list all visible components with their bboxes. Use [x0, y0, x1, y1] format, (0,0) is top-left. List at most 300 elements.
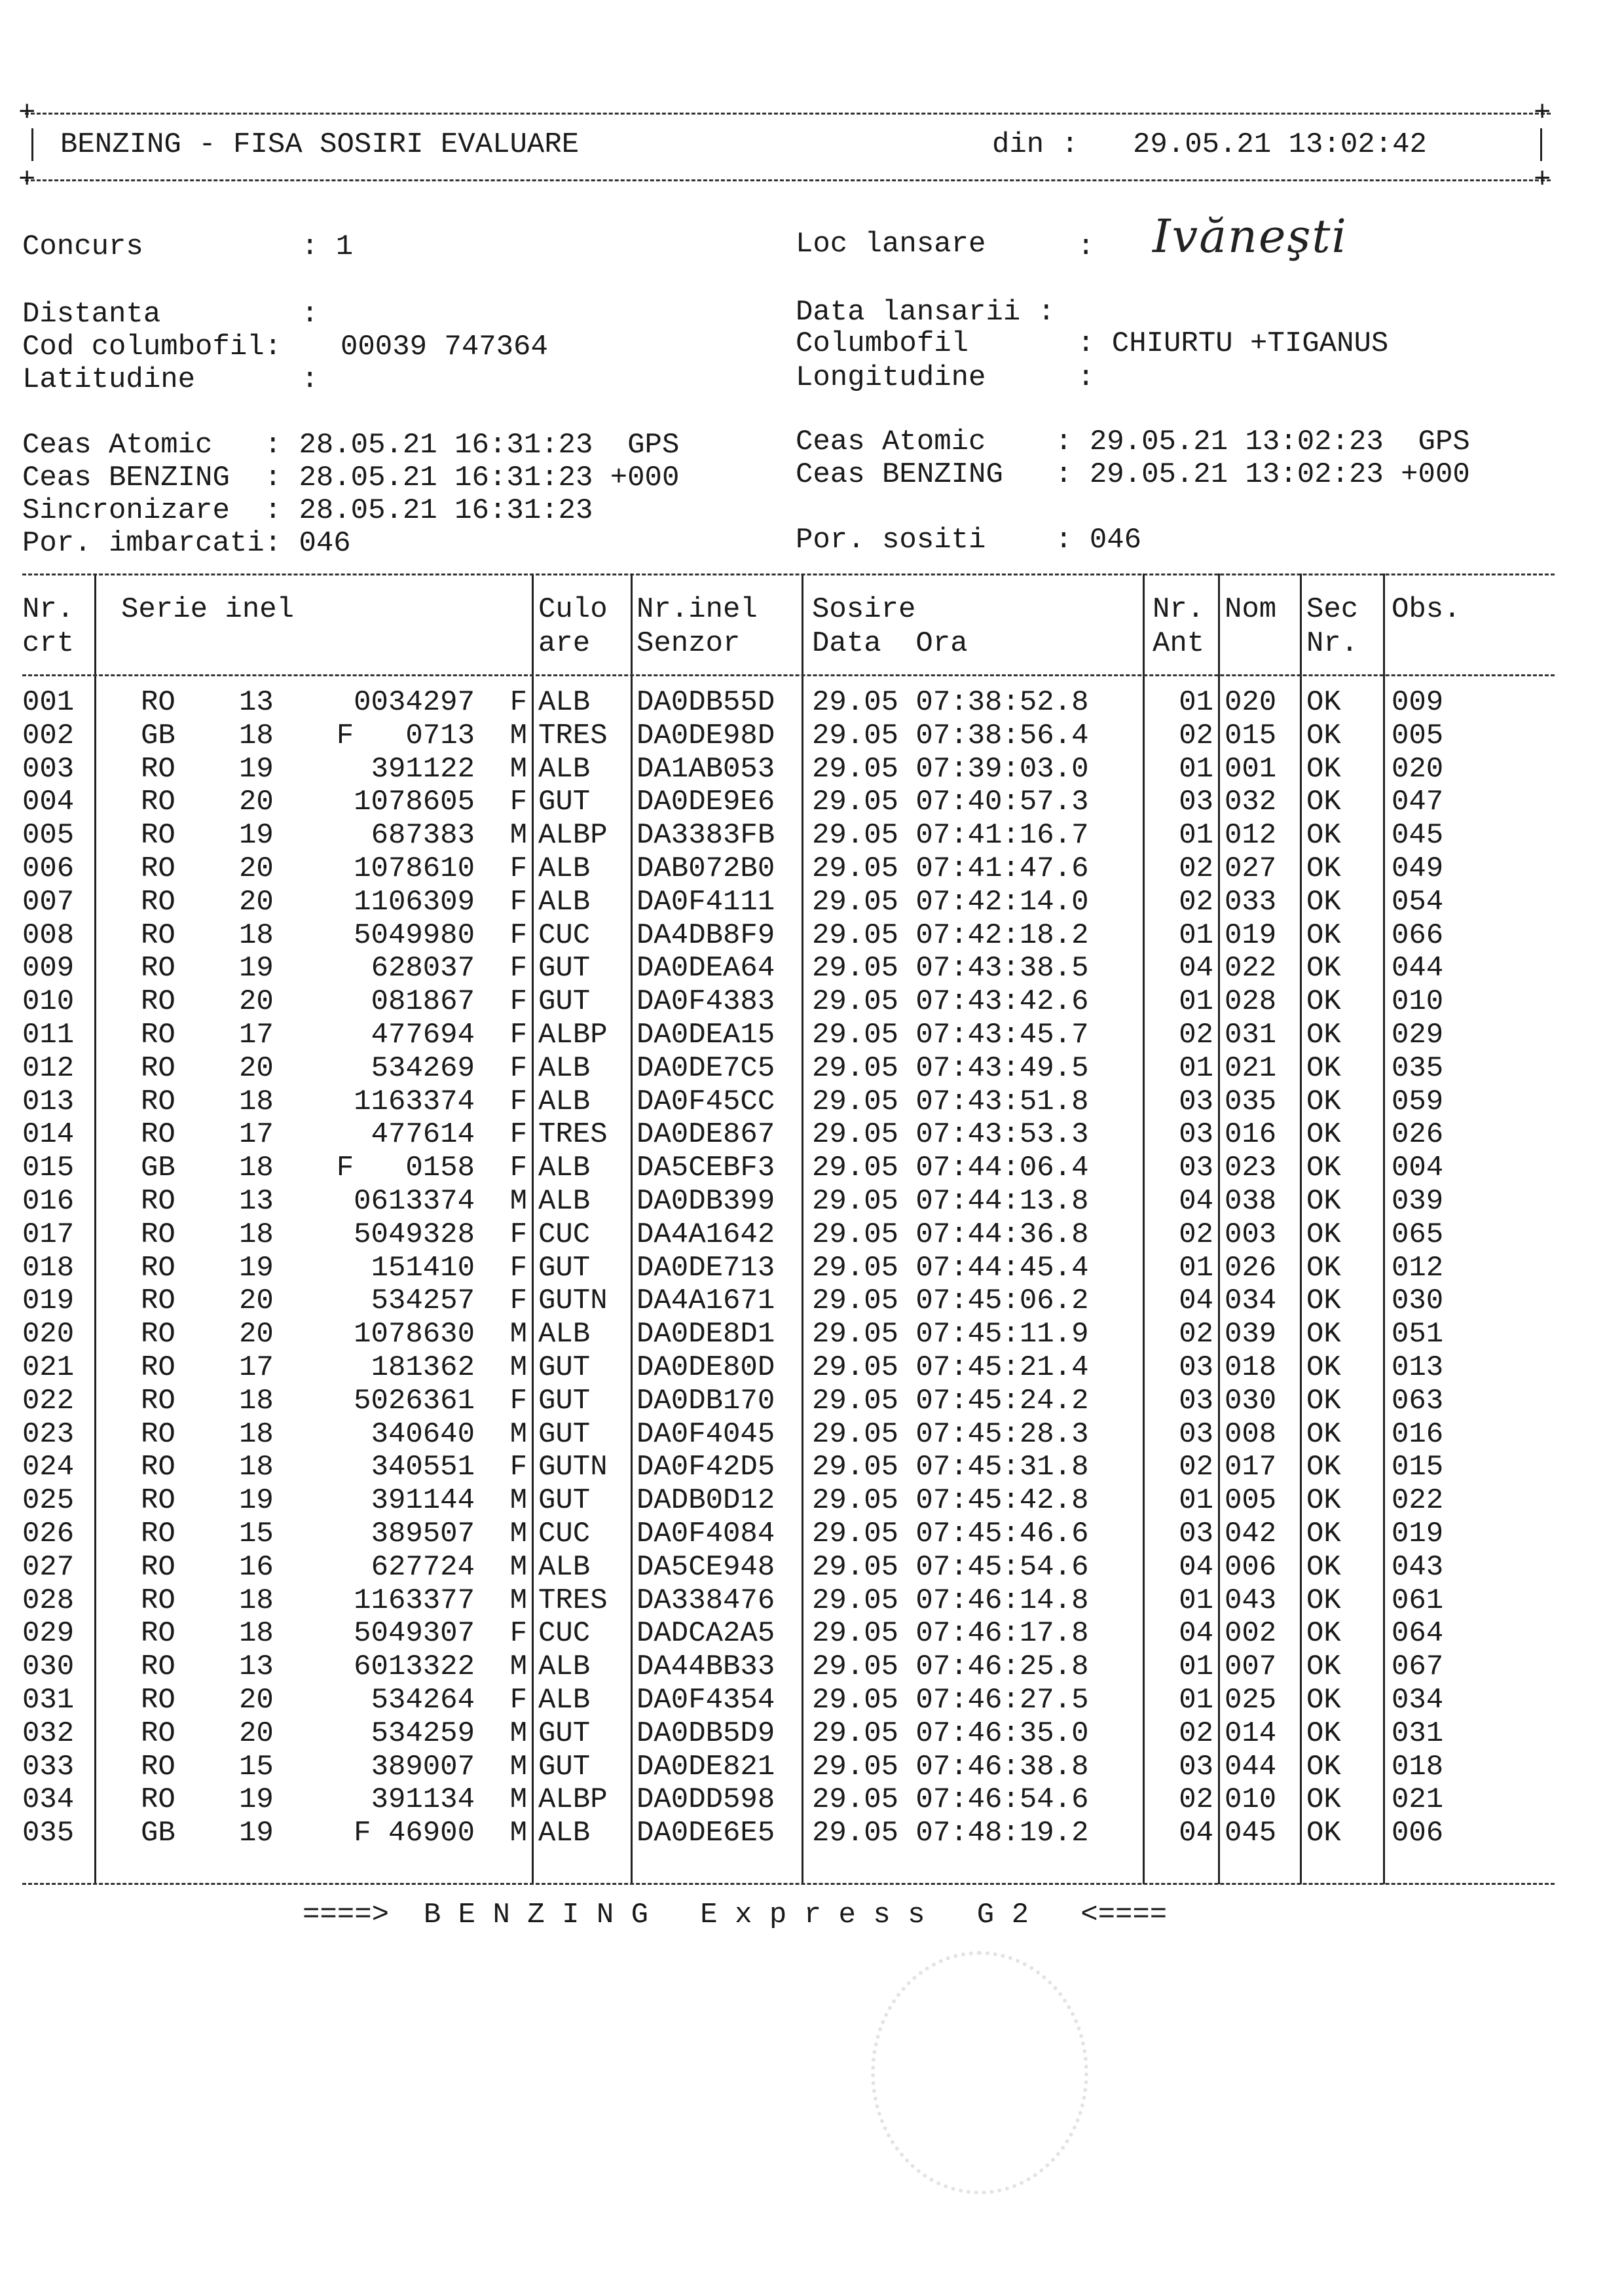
cell-antenna: 04 — [1179, 1617, 1213, 1650]
cell-obs: 065 — [1392, 1218, 1444, 1251]
cell-sec: OK — [1306, 1085, 1341, 1118]
cell-sex: M — [509, 1351, 527, 1384]
longitudine-value: : — [1077, 361, 1095, 394]
cell-ring: 477614 — [371, 1118, 475, 1152]
cell-sensor: DA0DE6E5 — [637, 1817, 775, 1850]
cell-sex: F — [509, 919, 527, 952]
cell-nom: 027 — [1225, 852, 1277, 885]
cell-sec: OK — [1306, 719, 1341, 752]
clock-line-left: Ceas Atomic : 28.05.21 16:31:23 GPS — [22, 429, 680, 462]
cell-sec: OK — [1306, 1550, 1341, 1584]
cell-antenna: 02 — [1179, 1218, 1213, 1251]
cod-columbofil-value: 00039 747364 — [341, 331, 548, 363]
cell-sex: F — [509, 1451, 527, 1484]
column-header-ant: Nr. — [1153, 593, 1205, 626]
cell-antenna: 03 — [1179, 1384, 1213, 1417]
cell-ring: 534257 — [371, 1285, 475, 1318]
header-right-border — [1540, 128, 1542, 161]
cell-nom: 003 — [1225, 1218, 1277, 1251]
cell-sensor: DA0DE821 — [637, 1750, 775, 1783]
cell-antenna: 01 — [1179, 1684, 1213, 1717]
cell-year: 19 — [239, 752, 274, 786]
cell-nr-crt: 001 — [22, 686, 75, 719]
table-header-rule — [22, 674, 1555, 676]
cell-arrival: 29.05 07:45:24.2 — [812, 1384, 1089, 1417]
cell-color: ALBP — [538, 819, 608, 852]
cell-sex: F — [509, 1051, 527, 1085]
cell-nom: 020 — [1225, 686, 1277, 719]
cell-arrival: 29.05 07:39:03.0 — [812, 752, 1089, 786]
cell-arrival: 29.05 07:42:14.0 — [812, 885, 1089, 919]
cell-nom: 032 — [1225, 786, 1277, 819]
cell-nom: 014 — [1225, 1717, 1277, 1750]
distanta-value: : — [301, 298, 319, 331]
cell-sec: OK — [1306, 1717, 1341, 1750]
cell-sensor: DA3383FB — [637, 819, 775, 852]
cell-year: 17 — [239, 1019, 274, 1051]
cell-nr-crt: 031 — [22, 1684, 75, 1717]
cell-country: RO — [141, 985, 175, 1019]
cell-arrival: 29.05 07:38:56.4 — [812, 719, 1089, 752]
cell-year: 18 — [239, 1085, 274, 1118]
cell-color: GUT — [538, 952, 591, 985]
table-bottom-rule — [22, 1883, 1555, 1885]
cell-year: 18 — [239, 1218, 274, 1251]
cell-year: 18 — [239, 919, 274, 952]
cell-sex: F — [509, 952, 527, 985]
cell-arrival: 29.05 07:46:14.8 — [812, 1584, 1089, 1617]
cell-sensor: DA0DB170 — [637, 1384, 775, 1417]
cell-year: 18 — [239, 1617, 274, 1650]
cell-ring: 389507 — [371, 1518, 475, 1550]
cell-sec: OK — [1306, 1484, 1341, 1518]
cell-antenna: 03 — [1179, 1518, 1213, 1550]
clock-line-left: Ceas BENZING : 28.05.21 16:31:23 +000 — [22, 462, 680, 494]
cell-obs: 016 — [1392, 1417, 1444, 1451]
latitudine-label: Latitudine — [22, 363, 196, 396]
cell-sec: OK — [1306, 1285, 1341, 1318]
cell-sec: OK — [1306, 1351, 1341, 1384]
cell-ring: 534259 — [371, 1717, 475, 1750]
cell-color: ALB — [538, 1684, 591, 1717]
cell-sensor: DA0DE713 — [637, 1251, 775, 1285]
columbofil-value: : CHIURTU +TIGANUS — [1077, 327, 1389, 360]
cell-sex: F — [509, 1152, 527, 1185]
header-top-rule — [25, 113, 1551, 115]
cell-sex: M — [509, 1584, 527, 1617]
cell-arrival: 29.05 07:41:47.6 — [812, 852, 1089, 885]
cell-color: CUC — [538, 1617, 591, 1650]
cell-sensor: DA4DB8F9 — [637, 919, 775, 952]
cell-nom: 021 — [1225, 1051, 1277, 1085]
cell-nr-crt: 019 — [22, 1285, 75, 1318]
cell-nom: 038 — [1225, 1185, 1277, 1218]
cell-obs: 015 — [1392, 1451, 1444, 1484]
cell-arrival: 29.05 07:46:54.6 — [812, 1783, 1089, 1817]
table-row — [0, 1650, 1624, 1683]
cell-sec: OK — [1306, 1185, 1341, 1218]
table-row — [0, 1185, 1624, 1218]
cell-color: GUT — [538, 1750, 591, 1783]
cell-color: GUT — [538, 1484, 591, 1518]
cell-year: 19 — [239, 819, 274, 852]
cell-sex: F — [509, 852, 527, 885]
cell-sensor: DA4A1642 — [637, 1218, 775, 1251]
cell-color: ALB — [538, 1152, 591, 1185]
concurs-label: Concurs — [22, 230, 143, 263]
cell-antenna: 03 — [1179, 1750, 1213, 1783]
cell-antenna: 03 — [1179, 786, 1213, 819]
cell-ring: 1078605 — [354, 786, 475, 819]
cell-arrival: 29.05 07:40:57.3 — [812, 786, 1089, 819]
cell-color: ALB — [538, 1185, 591, 1218]
cell-nom: 006 — [1225, 1550, 1277, 1584]
cell-arrival: 29.05 07:41:16.7 — [812, 819, 1089, 852]
cell-year: 20 — [239, 852, 274, 885]
cell-country: RO — [141, 1417, 175, 1451]
cell-sec: OK — [1306, 1152, 1341, 1185]
cell-obs: 006 — [1392, 1817, 1444, 1850]
cell-obs: 026 — [1392, 1118, 1444, 1152]
cell-country: RO — [141, 1750, 175, 1783]
cell-color: GUTN — [538, 1451, 608, 1484]
cell-color: CUC — [538, 919, 591, 952]
cell-antenna: 01 — [1179, 1484, 1213, 1518]
cell-year: 18 — [239, 1417, 274, 1451]
corner-mark: + — [1534, 97, 1551, 130]
report-date-label: din : — [992, 128, 1079, 161]
cell-country: RO — [141, 1351, 175, 1384]
cell-sex: M — [509, 819, 527, 852]
cell-ring: 391144 — [371, 1484, 475, 1518]
cell-country: RO — [141, 1584, 175, 1617]
cell-color: GUT — [538, 1717, 591, 1750]
cell-sec: OK — [1306, 1684, 1341, 1717]
cell-nom: 025 — [1225, 1684, 1277, 1717]
cell-nom: 033 — [1225, 885, 1277, 919]
cell-ring: 477694 — [371, 1019, 475, 1051]
cell-obs: 030 — [1392, 1285, 1444, 1318]
loc-lansare-label: Loc lansare — [796, 228, 986, 261]
cell-nr-crt: 025 — [22, 1484, 75, 1518]
footer-banner: ====> B E N Z I N G E x p r e s s G 2 <==== — [303, 1899, 1168, 1931]
column-header-nr: crt — [22, 627, 75, 660]
cell-obs: 045 — [1392, 819, 1444, 852]
cell-color: GUT — [538, 985, 591, 1019]
cell-sex: F — [509, 1019, 527, 1051]
cell-arrival: 29.05 07:43:42.6 — [812, 985, 1089, 1019]
cell-nom: 015 — [1225, 719, 1277, 752]
cell-sex: F — [509, 885, 527, 919]
cell-nr-crt: 018 — [22, 1251, 75, 1285]
cell-nr-crt: 033 — [22, 1750, 75, 1783]
clock-line-right: Por. sositi : 046 — [796, 524, 1142, 556]
cell-nr-crt: 015 — [22, 1152, 75, 1185]
cell-country: RO — [141, 1185, 175, 1218]
cell-obs: 005 — [1392, 719, 1444, 752]
cell-antenna: 03 — [1179, 1152, 1213, 1185]
header-bottom-rule — [25, 179, 1551, 181]
cell-obs: 010 — [1392, 985, 1444, 1019]
cell-obs: 061 — [1392, 1584, 1444, 1617]
cell-ring: 5049307 — [354, 1617, 475, 1650]
clock-line-right: Ceas Atomic : 29.05.21 13:02:23 GPS — [796, 426, 1470, 458]
cell-sec: OK — [1306, 852, 1341, 885]
table-row — [0, 886, 1624, 919]
cell-year: 18 — [239, 1384, 274, 1417]
cell-obs: 044 — [1392, 952, 1444, 985]
cell-year: 19 — [239, 1817, 274, 1850]
cell-country: RO — [141, 1019, 175, 1051]
cell-arrival: 29.05 07:38:52.8 — [812, 686, 1089, 719]
column-header-culoare: Culo — [538, 593, 608, 626]
cell-country: RO — [141, 1085, 175, 1118]
table-row — [0, 1118, 1624, 1151]
cell-country: RO — [141, 1051, 175, 1085]
table-row — [0, 1385, 1624, 1417]
cell-antenna: 02 — [1179, 852, 1213, 885]
cell-nr-crt: 035 — [22, 1817, 75, 1850]
table-row — [0, 1451, 1624, 1484]
cell-antenna: 02 — [1179, 1318, 1213, 1351]
cell-obs: 019 — [1392, 1518, 1444, 1550]
cell-sec: OK — [1306, 952, 1341, 985]
cell-nr-crt: 026 — [22, 1518, 75, 1550]
cell-antenna: 01 — [1179, 819, 1213, 852]
clock-line-right: Ceas BENZING : 29.05.21 13:02:23 +000 — [796, 458, 1470, 491]
cell-country: RO — [141, 1118, 175, 1152]
cell-country: RO — [141, 1451, 175, 1484]
cell-nr-crt: 024 — [22, 1451, 75, 1484]
cell-sex: F — [509, 786, 527, 819]
cell-arrival: 29.05 07:46:35.0 — [812, 1717, 1089, 1750]
cell-year: 16 — [239, 1550, 274, 1584]
cell-sex: M — [509, 1550, 527, 1584]
cell-sensor: DA0DE98D — [637, 719, 775, 752]
faded-stamp — [871, 1951, 1088, 2195]
cell-year: 15 — [239, 1518, 274, 1550]
cell-country: RO — [141, 919, 175, 952]
cell-sex: F — [509, 1617, 527, 1650]
cell-nom: 039 — [1225, 1318, 1277, 1351]
cell-year: 18 — [239, 1152, 274, 1185]
cell-obs: 029 — [1392, 1019, 1444, 1051]
cell-sex: M — [509, 1717, 527, 1750]
cell-sex: F — [509, 1251, 527, 1285]
cell-year: 19 — [239, 1251, 274, 1285]
cell-sec: OK — [1306, 1750, 1341, 1783]
cell-year: 13 — [239, 1650, 274, 1684]
cell-sensor: DADB0D12 — [637, 1484, 775, 1518]
cell-ring: 0034297 — [354, 686, 475, 719]
cell-year: 13 — [239, 686, 274, 719]
cell-sensor: DADCA2A5 — [637, 1617, 775, 1650]
cell-arrival: 29.05 07:43:51.8 — [812, 1085, 1089, 1118]
cell-ring: 1106309 — [354, 885, 475, 919]
cell-arrival: 29.05 07:46:25.8 — [812, 1650, 1089, 1684]
cell-sec: OK — [1306, 1019, 1341, 1051]
cell-color: TRES — [538, 1584, 608, 1617]
cell-nr-crt: 011 — [22, 1019, 75, 1051]
cell-obs: 009 — [1392, 686, 1444, 719]
cell-color: GUT — [538, 786, 591, 819]
cell-sensor: DA4A1671 — [637, 1285, 775, 1318]
cell-sex: M — [509, 1318, 527, 1351]
cell-country: RO — [141, 1384, 175, 1417]
cell-sensor: DA44BB33 — [637, 1650, 775, 1684]
cell-country: RO — [141, 1617, 175, 1650]
cell-color: ALB — [538, 1550, 591, 1584]
cell-ring: F 0158 — [336, 1152, 475, 1185]
cell-color: ALB — [538, 1085, 591, 1118]
cell-ring: 5049328 — [354, 1218, 475, 1251]
cell-sensor: DA5CEBF3 — [637, 1152, 775, 1185]
cell-sec: OK — [1306, 1218, 1341, 1251]
column-header-serie: Serie inel — [121, 593, 295, 626]
table-row — [0, 720, 1624, 752]
cell-antenna: 01 — [1179, 985, 1213, 1019]
cell-sex: M — [509, 1185, 527, 1218]
cell-antenna: 01 — [1179, 686, 1213, 719]
cell-country: RO — [141, 885, 175, 919]
cell-color: ALB — [538, 852, 591, 885]
cell-sec: OK — [1306, 1251, 1341, 1285]
cell-nom: 008 — [1225, 1417, 1277, 1451]
cell-sec: OK — [1306, 985, 1341, 1019]
cell-nom: 034 — [1225, 1285, 1277, 1318]
cell-arrival: 29.05 07:46:17.8 — [812, 1617, 1089, 1650]
cell-sex: M — [509, 1750, 527, 1783]
cell-sec: OK — [1306, 752, 1341, 786]
cell-sec: OK — [1306, 1051, 1341, 1085]
cell-color: CUC — [538, 1518, 591, 1550]
cell-ring: 389007 — [371, 1750, 475, 1783]
cell-color: ALB — [538, 885, 591, 919]
column-header-ant: Ant — [1153, 627, 1205, 660]
cell-nr-crt: 016 — [22, 1185, 75, 1218]
cell-nom: 012 — [1225, 819, 1277, 852]
cell-year: 20 — [239, 1684, 274, 1717]
cell-nr-crt: 009 — [22, 952, 75, 985]
cell-sec: OK — [1306, 819, 1341, 852]
table-row — [0, 1817, 1624, 1850]
cell-arrival: 29.05 07:46:38.8 — [812, 1750, 1089, 1783]
clock-line-left: Sincronizare : 28.05.21 16:31:23 — [22, 494, 593, 527]
cell-antenna: 04 — [1179, 952, 1213, 985]
cell-obs: 059 — [1392, 1085, 1444, 1118]
cell-sex: M — [509, 719, 527, 752]
cell-nr-crt: 028 — [22, 1584, 75, 1617]
cell-nom: 031 — [1225, 1019, 1277, 1051]
cell-sex: F — [509, 1085, 527, 1118]
cell-arrival: 29.05 07:45:21.4 — [812, 1351, 1089, 1384]
cell-color: ALB — [538, 1318, 591, 1351]
cell-antenna: 03 — [1179, 1118, 1213, 1152]
cell-ring: F 0713 — [336, 719, 475, 752]
cell-country: GB — [141, 1817, 175, 1850]
table-row — [0, 1318, 1624, 1351]
cell-sensor: DA0F4354 — [637, 1684, 775, 1717]
cell-sensor: DA0F45CC — [637, 1085, 775, 1118]
loc-lansare-handwritten: Ivăneşti — [1153, 210, 1348, 263]
cell-arrival: 29.05 07:45:06.2 — [812, 1285, 1089, 1318]
cell-color: ALB — [538, 1650, 591, 1684]
cell-country: RO — [141, 1251, 175, 1285]
cell-nr-crt: 005 — [22, 819, 75, 852]
cell-sex: F — [509, 1218, 527, 1251]
cell-arrival: 29.05 07:43:38.5 — [812, 952, 1089, 985]
cell-sex: M — [509, 1518, 527, 1550]
table-row — [0, 1152, 1624, 1184]
cell-country: RO — [141, 1285, 175, 1318]
cell-sensor: DA0DE867 — [637, 1118, 775, 1152]
cell-sex: M — [509, 1484, 527, 1518]
table-row — [0, 1717, 1624, 1750]
cell-color: CUC — [538, 1218, 591, 1251]
cod-columbofil-label: Cod columbofil: — [22, 331, 282, 363]
cell-color: ALB — [538, 1817, 591, 1850]
distanta-label: Distanta — [22, 298, 161, 331]
cell-year: 19 — [239, 1484, 274, 1518]
cell-sensor: DA0DD598 — [637, 1783, 775, 1817]
cell-obs: 054 — [1392, 885, 1444, 919]
columbofil-label: Columbofil — [796, 327, 969, 360]
cell-ring: 391134 — [371, 1783, 475, 1817]
cell-arrival: 29.05 07:43:53.3 — [812, 1118, 1089, 1152]
cell-color: GUT — [538, 1251, 591, 1285]
cell-nom: 001 — [1225, 752, 1277, 786]
cell-obs: 031 — [1392, 1717, 1444, 1750]
cell-ring: 534269 — [371, 1051, 475, 1085]
cell-color: ALBP — [538, 1783, 608, 1817]
cell-nr-crt: 023 — [22, 1417, 75, 1451]
column-header-nr-inel: Senzor — [637, 627, 741, 660]
cell-year: 18 — [239, 719, 274, 752]
table-row — [0, 786, 1624, 818]
cell-sensor: DA0F42D5 — [637, 1451, 775, 1484]
cell-sex: M — [509, 1650, 527, 1684]
cell-ring: 687383 — [371, 819, 475, 852]
cell-nr-crt: 020 — [22, 1318, 75, 1351]
cell-ring: 181362 — [371, 1351, 475, 1384]
cell-ring: 340551 — [371, 1451, 475, 1484]
cell-sec: OK — [1306, 786, 1341, 819]
report-title: BENZING - FISA SOSIRI EVALUARE — [60, 128, 580, 161]
cell-sex: M — [509, 1783, 527, 1817]
table-row — [0, 1751, 1624, 1783]
cell-nr-crt: 008 — [22, 919, 75, 952]
cell-ring: 1163374 — [354, 1085, 475, 1118]
cell-color: ALB — [538, 1051, 591, 1085]
clock-line-left: Por. imbarcati: 046 — [22, 527, 351, 560]
cell-sex: M — [509, 752, 527, 786]
table-row — [0, 1684, 1624, 1717]
cell-ring: 534264 — [371, 1684, 475, 1717]
cell-year: 18 — [239, 1584, 274, 1617]
cell-year: 17 — [239, 1118, 274, 1152]
cell-obs: 039 — [1392, 1185, 1444, 1218]
column-header-nr: Nr. — [22, 593, 75, 626]
cell-nr-crt: 022 — [22, 1384, 75, 1417]
table-row — [0, 1252, 1624, 1285]
cell-sex: F — [509, 1684, 527, 1717]
cell-antenna: 02 — [1179, 1783, 1213, 1817]
cell-country: RO — [141, 1684, 175, 1717]
cell-ring: 081867 — [371, 985, 475, 1019]
cell-country: RO — [141, 952, 175, 985]
cell-sec: OK — [1306, 1318, 1341, 1351]
table-row — [0, 1783, 1624, 1816]
